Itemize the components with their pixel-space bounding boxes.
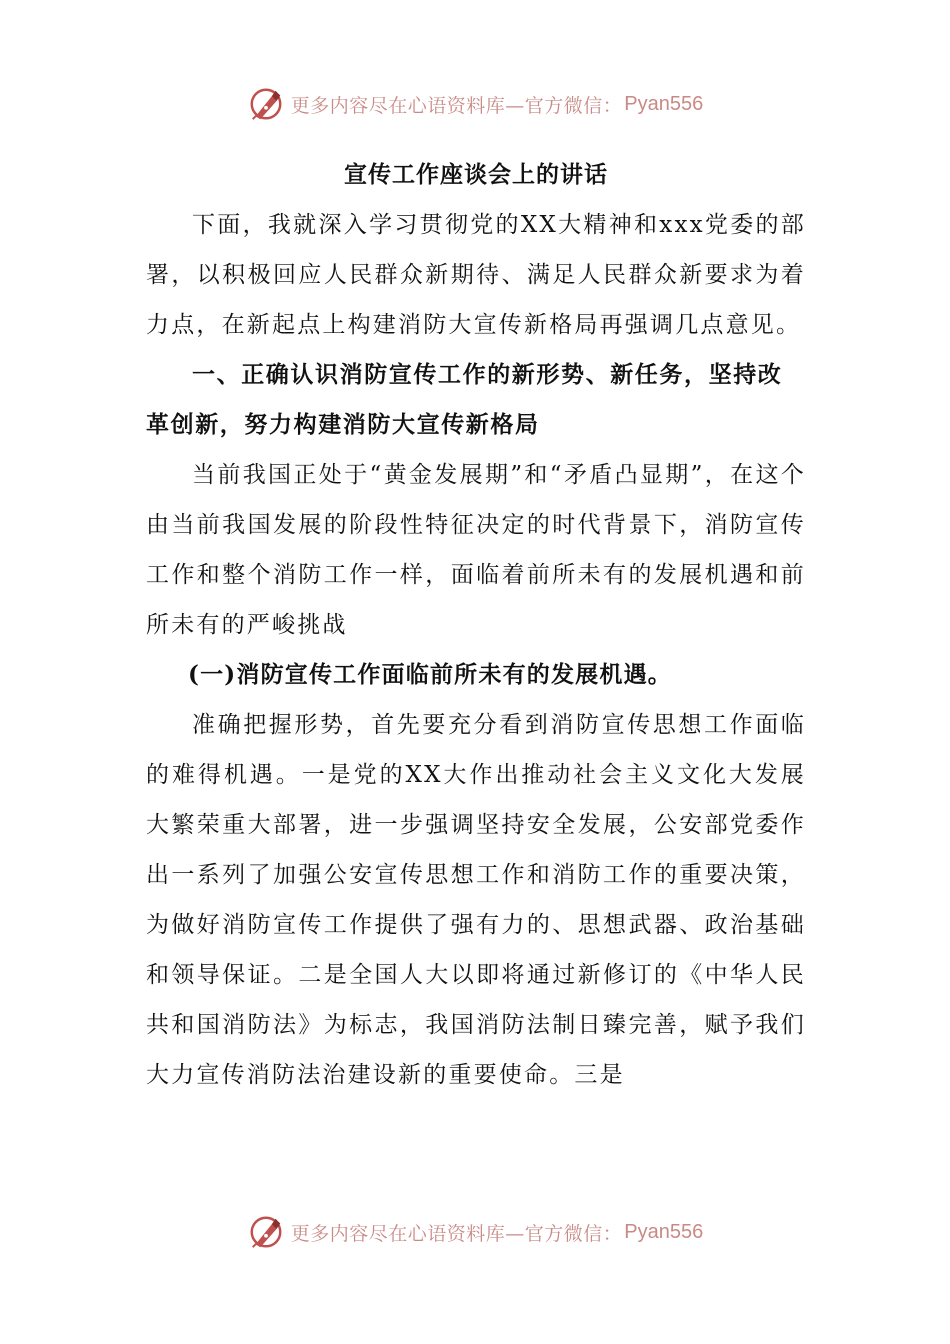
pen-nib-logo-icon	[247, 1213, 285, 1251]
intro-paragraph: 下面，我就深入学习贯彻党的XX大精神和xxx党委的部署，以积极回应人民群众新期待、满足人民群众新要求为着力点，在新起点上构建消防大宣传新格局再强调几点意见。	[146, 212, 806, 338]
subsection-1-heading: (一)消防宣传工作面临前所未有的发展机遇。	[188, 661, 672, 688]
document-title: 宣传工作座谈会上的讲话	[344, 161, 608, 188]
watermark-text: 更多内容尽在心语资料库—官方微信：	[290, 94, 623, 117]
section-1-heading: 一、正确认识消防宣传工作的新形势、新任务，坚持改革创新，努力构建消防大宣传新格局	[146, 361, 783, 438]
watermark-banner-top	[0, 80, 950, 128]
subsection-1-paragraph: 准确把握形势，首先要充分看到消防宣传思想工作面临的难得机遇。一是党的XX大作出推动社会主义文化大发展大繁荣重大部署，进一步强调坚持安全发展，公安部党委作出一系列了加强公安宣传思想工作和消防工作的重要决策，为做好消防宣传工作提供了强有力的、思想武器、政治基础和领导保证。二是全国人大以即将通过新修订的《中华人民共和国消防法》为标志，我国消防法制日臻完善，赋予我们大力宣传消防法治建设新的重要使命。三是	[146, 712, 806, 1088]
section-1-paragraph: 当前我国正处于“黄金发展期”和“矛盾凸显期”，在这个由当前我国发展的阶段性特征决定的时代背景下，消防宣传工作和整个消防工作一样，面临着前所未有的发展机遇和前所未有的严峻挑战	[146, 462, 806, 638]
pen-nib-logo-icon	[247, 85, 285, 123]
watermark-wechat-id: Pyan556	[624, 1220, 704, 1243]
document-page	[146, 150, 806, 1100]
watermark-wechat-id: Pyan556	[624, 92, 704, 115]
watermark-banner-bottom	[0, 1208, 950, 1256]
watermark-text: 更多内容尽在心语资料库—官方微信：	[290, 1222, 623, 1245]
